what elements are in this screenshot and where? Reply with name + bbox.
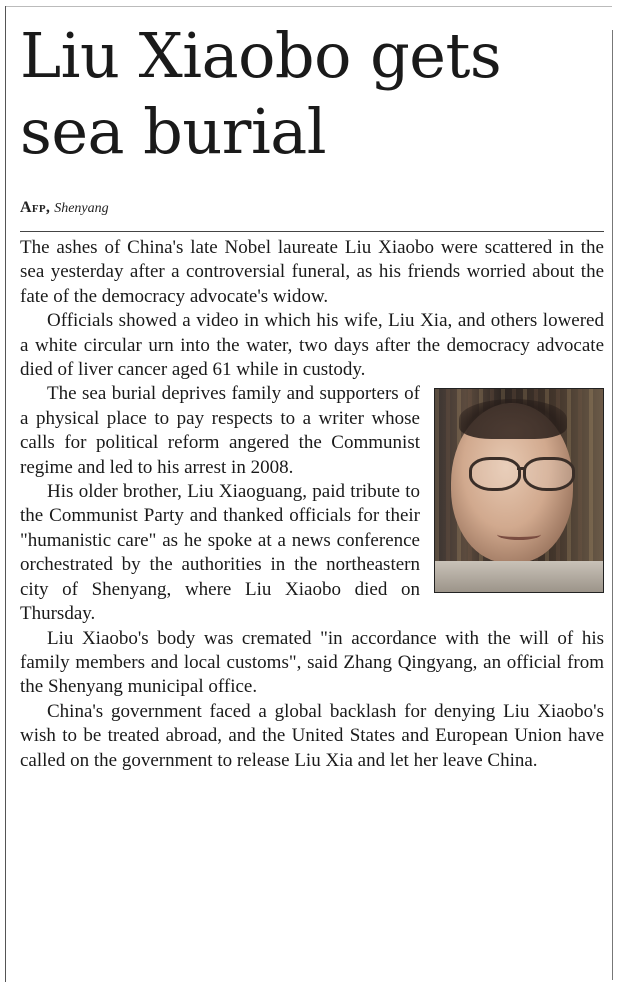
byline-agency: Afp, <box>20 199 51 216</box>
glasses-right-lens <box>523 457 575 491</box>
paragraph: The sea burial deprives family and supporters of a physical place to pay respects to a writer whose calls for political reform angered the Communist regime and led to his arrest in 2008. <box>20 383 420 478</box>
byline-dateline: Shenyang <box>54 201 109 216</box>
left-column-rule <box>5 6 6 982</box>
shirt-shape <box>435 561 603 593</box>
hair-shape <box>459 399 567 439</box>
article-body <box>20 236 604 773</box>
glasses-bridge <box>517 467 525 470</box>
paragraph: Liu Xiaobo's body was cremated "in accordance with the will of his family members and local customs", said Zhang Qingyang, an official from the Shenyang municipal office. <box>20 627 604 698</box>
paragraph: His older brother, Liu Xiaoguang, paid tribute to the Communist Party and thanked officials for their "humanistic care" as he spoke at a news conference orchestrated by the authorities in the northeastern city of Shenyang, where Liu Xiaobo died on Thursday. <box>20 481 420 625</box>
paragraph: Officials showed a video in which his wife, Liu Xia, and others lowered a white circular urn into the water, two days after the democracy advocate died of liver cancer aged 61 while in custody. <box>20 310 604 381</box>
right-column-rule <box>612 30 613 980</box>
paragraph: China's government faced a global backlash for denying Liu Xiaobo's wish to be treated abroad, and the United States and European Union have called on the government to release Liu Xia and let her leave China. <box>20 700 604 771</box>
headline: Liu Xiaobo gets sea burial <box>20 19 502 168</box>
top-border <box>5 6 612 7</box>
byline-divider <box>20 231 604 232</box>
byline <box>20 199 109 217</box>
paragraph: The ashes of China's late Nobel laureate Liu Xiaobo were scattered in the sea yesterday after a controversial funeral, as his friends worried about the fate of the democracy advocate's widow. <box>20 237 604 307</box>
glasses-left-lens <box>469 457 521 491</box>
portrait-photo <box>434 388 604 593</box>
